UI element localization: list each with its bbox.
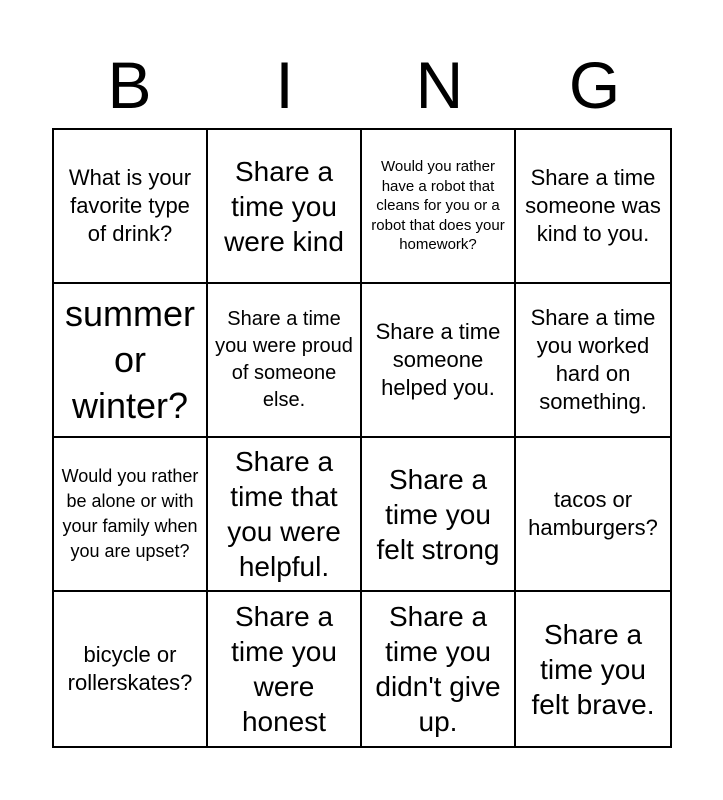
cell-text: Share a time you felt strong bbox=[376, 463, 500, 565]
cell-text: bicycle or rollerskates? bbox=[67, 642, 193, 695]
cell-text: Share a time you felt brave. bbox=[531, 618, 655, 720]
cell-text: Would you rather have a robot that cleans for you or a robot that does your homework? bbox=[371, 158, 505, 254]
cell-text: Share a time someone helped you. bbox=[375, 319, 501, 400]
bingo-cell-r4c3[interactable] bbox=[362, 592, 516, 746]
bingo-cell-r2c1[interactable] bbox=[54, 284, 208, 438]
bingo-cell-r1c1[interactable] bbox=[54, 130, 208, 284]
header-letter-i: I bbox=[275, 48, 294, 122]
cell-text: Share a time someone was kind to you. bbox=[525, 165, 661, 246]
header-letter-g: G bbox=[568, 48, 621, 122]
cell-text: Share a time you didn't give up. bbox=[375, 601, 501, 737]
bingo-cell-r4c4[interactable] bbox=[516, 592, 670, 746]
bingo-cell-r3c1[interactable] bbox=[54, 438, 208, 592]
bingo-cell-r3c4[interactable] bbox=[516, 438, 670, 592]
cell-text: tacos or hamburgers? bbox=[528, 487, 658, 540]
header-letter-n: N bbox=[415, 48, 464, 122]
cell-text: What is your favorite type of drink? bbox=[68, 165, 192, 246]
cell-text: summer or winter? bbox=[64, 293, 195, 426]
bingo-cell-r4c2[interactable] bbox=[208, 592, 362, 746]
bingo-cell-r2c4[interactable] bbox=[516, 284, 670, 438]
cell-text: Share a time you worked hard on something. bbox=[530, 305, 656, 414]
bingo-cell-r2c3[interactable] bbox=[362, 284, 516, 438]
bingo-cell-r2c2[interactable] bbox=[208, 284, 362, 438]
bingo-header bbox=[52, 40, 672, 130]
bingo-cell-r3c3[interactable] bbox=[362, 438, 516, 592]
bingo-cell-r1c2[interactable] bbox=[208, 130, 362, 284]
bingo-cell-r1c3[interactable] bbox=[362, 130, 516, 284]
cell-text: Share a time you were proud of someone else. bbox=[215, 308, 353, 411]
bingo-cell-r3c2[interactable] bbox=[208, 438, 362, 592]
cell-text: Would you rather be alone or with your family when you are upset? bbox=[61, 466, 199, 561]
bingo-board bbox=[52, 128, 672, 748]
bingo-cell-r1c4[interactable] bbox=[516, 130, 670, 284]
cell-text: Share a time that you were helpful. bbox=[227, 446, 341, 582]
bingo-cell-r4c1[interactable] bbox=[54, 592, 208, 746]
header-letter-b: B bbox=[107, 48, 152, 122]
cell-text: Share a time you were kind bbox=[224, 155, 344, 257]
cell-text: Share a time you were honest bbox=[231, 601, 337, 737]
